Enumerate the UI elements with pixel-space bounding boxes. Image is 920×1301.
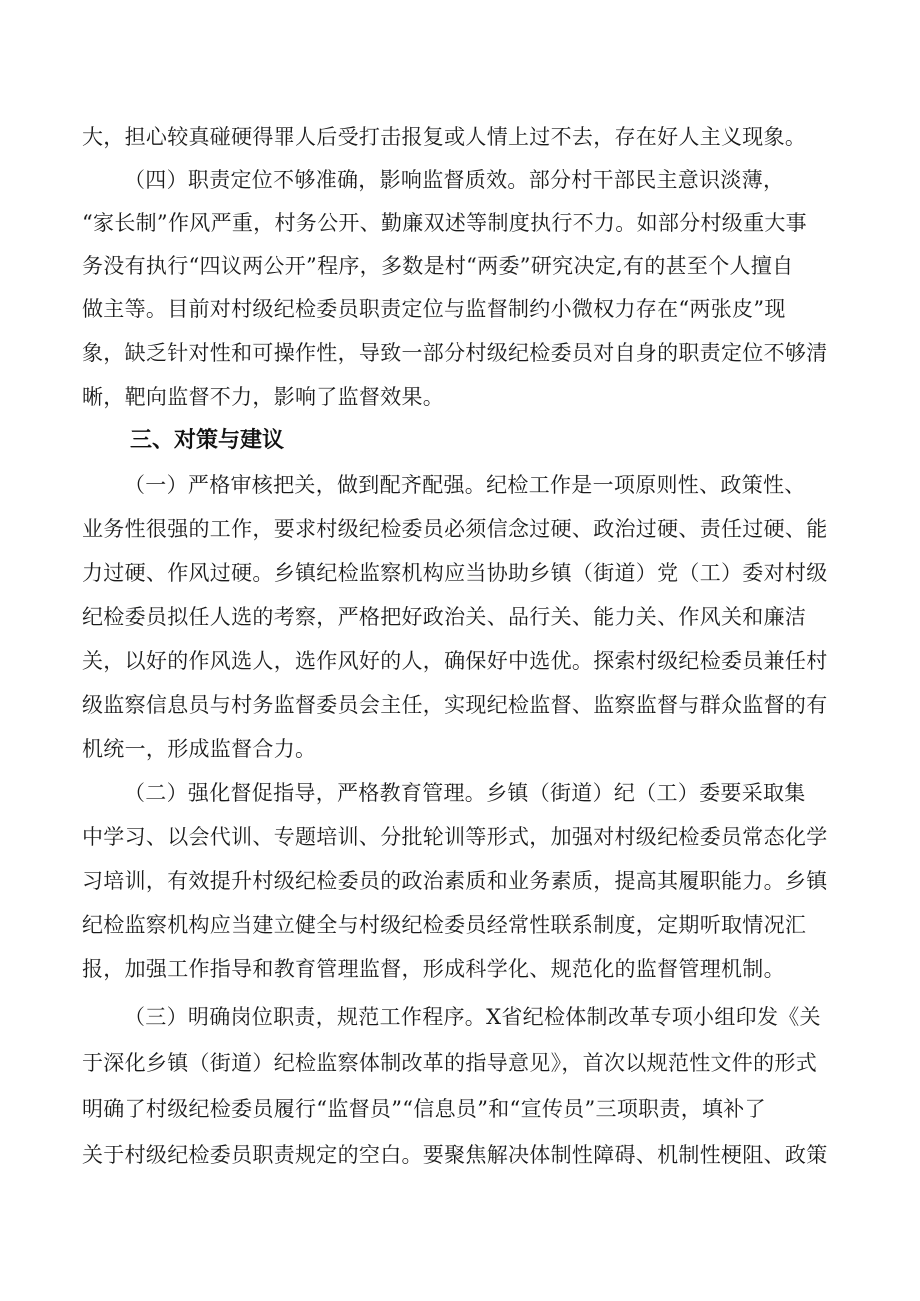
paragraph-first-line: （一）严格审核把关，做到配齐配强。纪检工作是一项原则性、政策性、 — [124, 473, 806, 497]
body-line: 关，以好的作风选人，选作风好的人，确保好中选优。探索村级纪检委员兼任村 — [82, 649, 828, 673]
body-line: 象，缺乏针对性和可操作性，导致一部分村级纪检委员对自身的职责定位不够清 — [82, 341, 828, 365]
body-line: 关于村级纪检委员职责规定的空白。要聚焦解决体制性障碍、机制性梗阻、政策 — [82, 1143, 828, 1167]
section-heading: 三、对策与建议 — [130, 428, 285, 453]
body-line: 报，加强工作指导和教育管理监督，形成科学化、规范化的监督管理机制。 — [82, 957, 785, 981]
body-line: 机统一，形成监督合力。 — [82, 737, 317, 761]
body-line: 明确了村级纪检委员履行“监督员”“信息员”和“宣传员”三项职责，填补了 — [82, 1097, 766, 1121]
body-line: 纪检监察机构应当建立健全与村级纪检委员经常性联系制度，定期听取情况汇 — [82, 913, 807, 937]
body-line: 务没有执行“四议两公开”程序，多数是村“两委”研究决定,有的甚至个人擅自 — [82, 254, 794, 278]
body-line: 级监察信息员与村务监督委员会主任，实现纪检监督、监察监督与群众监督的有 — [82, 693, 828, 717]
paragraph-first-line: （二）强化督促指导，严格教育管理。乡镇（街道）纪（工）委要采取集 — [124, 781, 806, 805]
body-line: 大，担心较真碰硬得罪人后受打击报复或人情上过不去，存在好人主义现象。 — [82, 125, 807, 149]
body-line: “家长制”作风严重，村务公开、勤廉双述等制度执行不力。如部分村级重大事 — [82, 211, 807, 235]
paragraph-first-line: （三）明确岗位职责，规范工作程序。X省纪检体制改革专项小组印发《关 — [124, 1005, 821, 1029]
body-line: 晰，靶向监督不力，影响了监督效果。 — [82, 385, 445, 409]
body-line: 做主等。目前对村级纪检委员职责定位与监督制约小微权力存在“两张皮”现 — [82, 297, 786, 321]
body-line: 业务性很强的工作，要求村级纪检委员必须信念过硬、政治过硬、责任过硬、能 — [82, 517, 828, 541]
body-line: 中学习、以会代训、专题培训、分批轮训等形式，加强对村级纪检委员常态化学 — [82, 825, 828, 849]
body-line: 纪检委员拟任人选的考察，严格把好政治关、品行关、能力关、作风关和廉洁 — [82, 605, 807, 629]
body-line: 力过硬、作风过硬。乡镇纪检监察机构应当协助乡镇（街道）党（工）委对村级 — [82, 561, 828, 585]
body-line: 习培训，有效提升村级纪检委员的政治素质和业务素质，提高其履职能力。乡镇 — [82, 869, 828, 893]
body-line: 于深化乡镇（街道）纪检监察体制改革的指导意见》，首次以规范性文件的形式 — [82, 1051, 817, 1075]
paragraph-first-line: （四）职责定位不够准确，影响监督质效。部分村干部民主意识淡薄， — [124, 168, 785, 192]
